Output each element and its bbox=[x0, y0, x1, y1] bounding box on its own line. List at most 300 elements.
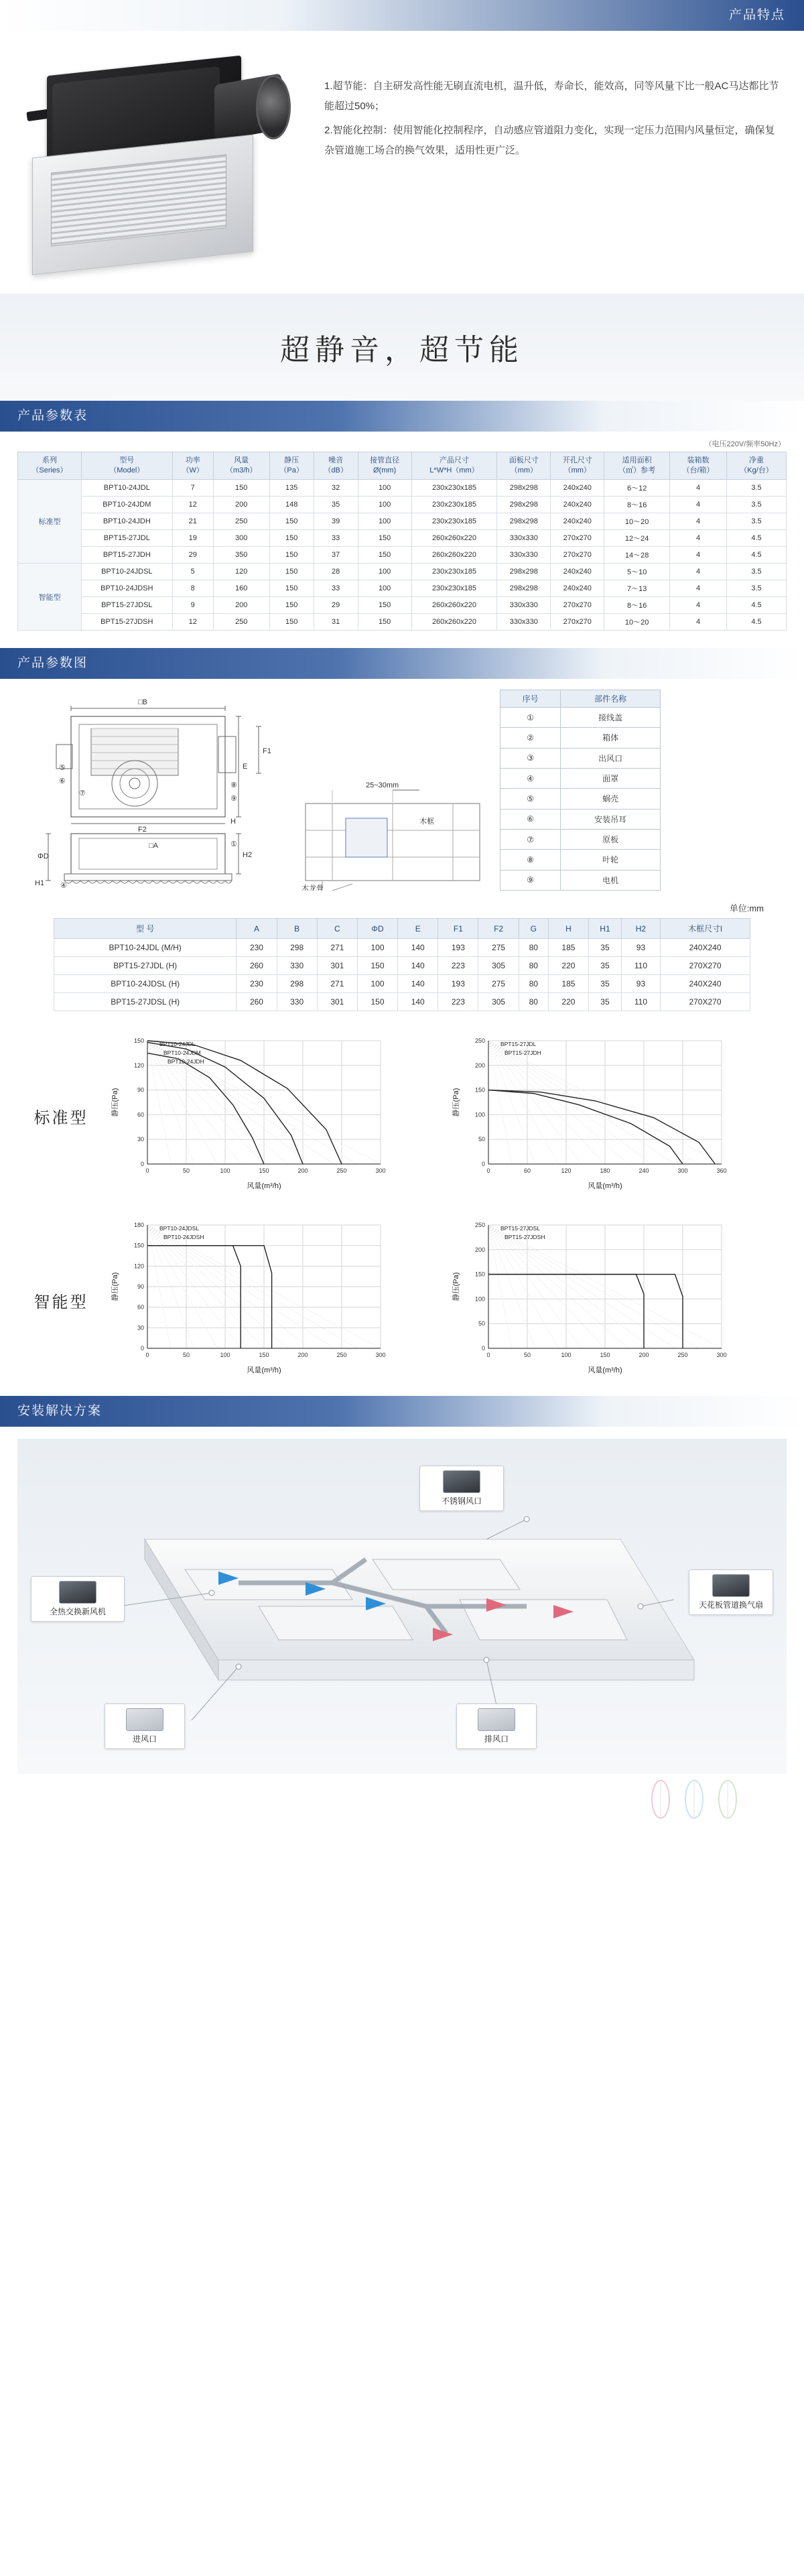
svg-text:50: 50 bbox=[478, 1136, 485, 1143]
spec-cell: 200 bbox=[213, 597, 269, 614]
table-row bbox=[18, 597, 787, 614]
dimension-cell: 35 bbox=[589, 993, 622, 1011]
svg-text:①: ① bbox=[230, 840, 237, 848]
parts-cell: 接线盖 bbox=[561, 708, 661, 728]
dimension-col-header: ΦD bbox=[357, 919, 397, 939]
parts-cell: 面罩 bbox=[561, 768, 661, 788]
svg-text:30: 30 bbox=[137, 1324, 144, 1332]
spec-col-header: 系列 （Series） bbox=[18, 452, 82, 480]
spec-series-cell: 标准型 bbox=[18, 480, 82, 564]
spec-cell: 150 bbox=[213, 480, 269, 497]
spec-cell: 19 bbox=[172, 530, 213, 547]
dimension-cell: 140 bbox=[398, 993, 438, 1011]
spec-cell: 3.5 bbox=[726, 480, 786, 497]
svg-text:250: 250 bbox=[474, 1222, 485, 1228]
svg-text:200: 200 bbox=[297, 1352, 308, 1358]
section-title-install: 安装解决方案 bbox=[17, 1404, 103, 1418]
section-header-spec-table bbox=[0, 401, 804, 432]
section-title-features: 产品特点 bbox=[728, 8, 785, 22]
dimension-cell: 185 bbox=[548, 939, 588, 957]
performance-curve-chart bbox=[109, 1216, 390, 1376]
spec-cell: BPT15-27JDSL bbox=[81, 597, 172, 614]
svg-text:100: 100 bbox=[474, 1111, 485, 1118]
spec-cell: 4.5 bbox=[726, 614, 786, 631]
svg-text:120: 120 bbox=[133, 1061, 144, 1069]
parts-cell: 出风口 bbox=[561, 748, 661, 768]
svg-text:0: 0 bbox=[486, 1167, 490, 1174]
callout-label: 进风口 bbox=[132, 1734, 157, 1744]
air-outlet-icon bbox=[478, 1708, 515, 1731]
spec-cell: 150 bbox=[269, 547, 314, 564]
list-item bbox=[500, 829, 661, 849]
svg-text:⑨: ⑨ bbox=[230, 795, 237, 803]
svg-text:⑧: ⑧ bbox=[230, 781, 237, 789]
list-item bbox=[500, 748, 661, 768]
svg-text:□A: □A bbox=[149, 842, 158, 850]
dimension-cell: 330 bbox=[277, 957, 317, 975]
spec-cell: 330x330 bbox=[497, 597, 551, 614]
spec-cell: 240x240 bbox=[551, 480, 604, 497]
spec-col-header: 面板尺寸 （mm） bbox=[497, 452, 551, 480]
dimension-cell: 275 bbox=[478, 939, 519, 957]
svg-text:0: 0 bbox=[145, 1167, 149, 1174]
svg-text:60: 60 bbox=[137, 1111, 144, 1118]
parts-cell: 安装吊耳 bbox=[561, 809, 661, 829]
list-item bbox=[500, 728, 661, 748]
unit-note: 单位:mm bbox=[729, 903, 764, 913]
parts-header-row bbox=[500, 690, 661, 708]
spec-cell: 3.5 bbox=[726, 497, 786, 513]
svg-text:100: 100 bbox=[220, 1352, 230, 1358]
spec-cell: 298x298 bbox=[497, 497, 551, 513]
dimension-model-cell: BPT10-24JDSL (H) bbox=[54, 975, 237, 993]
dimension-col-header: H bbox=[548, 919, 588, 939]
spec-cell: 330x330 bbox=[497, 547, 551, 564]
svg-text:150: 150 bbox=[474, 1086, 485, 1094]
svg-text:250: 250 bbox=[336, 1167, 347, 1174]
spec-cell: 270x270 bbox=[551, 614, 604, 631]
svg-text:240: 240 bbox=[639, 1167, 649, 1174]
spec-cell: BPT10-24JDH bbox=[81, 513, 172, 530]
spec-cell: 100 bbox=[358, 480, 411, 497]
svg-text:H1: H1 bbox=[35, 879, 45, 887]
spec-cell: 230x230x185 bbox=[411, 497, 497, 513]
spec-cell: 7 bbox=[172, 480, 213, 497]
dimension-cell: 35 bbox=[589, 939, 622, 957]
spec-cell: 31 bbox=[314, 614, 358, 631]
chart-0 bbox=[105, 1027, 446, 1205]
dimension-cell: 298 bbox=[277, 975, 317, 993]
dimension-cell: 220 bbox=[548, 993, 588, 1011]
parts-cell: ⑤ bbox=[500, 789, 561, 809]
list-item bbox=[500, 809, 661, 829]
spec-cell: 32 bbox=[314, 480, 358, 497]
svg-text:150: 150 bbox=[259, 1352, 269, 1358]
spec-cell: 270x270 bbox=[551, 597, 604, 614]
dimension-cell: 93 bbox=[621, 975, 660, 993]
dimension-cell: 260 bbox=[237, 957, 277, 975]
spec-cell: 4 bbox=[670, 614, 727, 631]
dimension-cell: 35 bbox=[589, 975, 622, 993]
chart-2 bbox=[105, 1212, 446, 1389]
table-row bbox=[18, 530, 787, 547]
callout-steel-vent bbox=[419, 1466, 504, 1511]
svg-text:250: 250 bbox=[336, 1352, 347, 1358]
spec-cell: 150 bbox=[269, 614, 314, 631]
section-header-spec-diagram bbox=[0, 648, 804, 679]
spec-col-header: 噪音 （dB） bbox=[314, 452, 358, 480]
svg-text:150: 150 bbox=[600, 1352, 610, 1358]
callout-label: 排风口 bbox=[484, 1734, 509, 1744]
spec-col-header: 接管直径 Ø(mm) bbox=[358, 452, 411, 480]
svg-text:木框: 木框 bbox=[419, 818, 434, 826]
table-row bbox=[54, 993, 750, 1011]
spec-cell: 270x270 bbox=[551, 547, 604, 564]
svg-text:静压(Pa): 静压(Pa) bbox=[452, 1272, 460, 1301]
spec-cell: 150 bbox=[269, 513, 314, 530]
dimension-cell: 140 bbox=[398, 939, 438, 957]
spec-cell: 298x298 bbox=[497, 513, 551, 530]
spec-cell: 4 bbox=[670, 513, 727, 530]
section-header-install bbox=[0, 1396, 804, 1427]
svg-text:50: 50 bbox=[478, 1320, 485, 1328]
svg-text:60: 60 bbox=[137, 1303, 144, 1311]
svg-text:静压(Pa): 静压(Pa) bbox=[111, 1272, 119, 1301]
svg-text:BPT10-24JDH: BPT10-24JDH bbox=[168, 1058, 204, 1065]
spec-cell: 4.5 bbox=[726, 530, 786, 547]
callout-air-outlet bbox=[456, 1703, 537, 1749]
section-title-spec-table: 产品参数表 bbox=[17, 409, 88, 423]
table-row bbox=[54, 975, 750, 993]
dimension-cell: 150 bbox=[357, 957, 397, 975]
chart-1 bbox=[446, 1027, 787, 1205]
dimension-cell: 150 bbox=[357, 993, 397, 1011]
svg-text:BPT10-24JDSH: BPT10-24JDSH bbox=[163, 1234, 204, 1240]
spec-cell: 230x230x185 bbox=[411, 513, 497, 530]
footer-decoration bbox=[0, 1774, 804, 1821]
dimension-header-row bbox=[54, 919, 750, 939]
spec-table bbox=[17, 452, 787, 631]
dimension-cell: 93 bbox=[621, 939, 660, 957]
spec-cell: 260x260x220 bbox=[411, 597, 497, 614]
spec-cell: 150 bbox=[269, 564, 314, 580]
spec-cell: 260x260x220 bbox=[411, 547, 497, 564]
dimension-cell: 185 bbox=[548, 975, 588, 993]
section-title-spec-diagram: 产品参数图 bbox=[17, 656, 88, 670]
dimension-cell: 223 bbox=[438, 957, 478, 975]
spec-cell: 4 bbox=[670, 547, 727, 564]
parts-col-header: 部件名称 bbox=[561, 690, 661, 708]
dimension-cell: 270X270 bbox=[660, 957, 750, 975]
table-row bbox=[18, 564, 787, 580]
dimension-cell: 230 bbox=[237, 975, 277, 993]
spec-cell: 100 bbox=[358, 497, 411, 513]
svg-text:300: 300 bbox=[375, 1352, 386, 1358]
spec-cell: 4.5 bbox=[726, 597, 786, 614]
spec-cell: 230x230x185 bbox=[411, 480, 497, 497]
dimension-col-header: F2 bbox=[478, 919, 519, 939]
spec-cell: 29 bbox=[314, 597, 358, 614]
dimension-table bbox=[54, 918, 750, 1011]
spec-cell: 4 bbox=[670, 580, 727, 597]
dimension-cell: 230 bbox=[237, 939, 277, 957]
dimension-cell: 305 bbox=[478, 957, 519, 975]
spec-cell: BPT15-27JDSH bbox=[81, 614, 172, 631]
svg-text:0: 0 bbox=[486, 1352, 490, 1358]
svg-text:BPT15-27JDL: BPT15-27JDL bbox=[500, 1041, 537, 1047]
table-row bbox=[18, 547, 787, 564]
svg-text:BPT10-24JDSL: BPT10-24JDSL bbox=[159, 1225, 200, 1232]
spec-cell: 330x330 bbox=[497, 530, 551, 547]
svg-text:0: 0 bbox=[481, 1345, 485, 1352]
table-row bbox=[18, 497, 787, 513]
spec-cell: 6～12 bbox=[604, 480, 670, 497]
table-row bbox=[18, 580, 787, 597]
svg-text:200: 200 bbox=[474, 1246, 485, 1253]
spec-cell: 9 bbox=[172, 597, 213, 614]
spec-cell: 150 bbox=[269, 597, 314, 614]
svg-text:风量(m³/h): 风量(m³/h) bbox=[588, 1366, 622, 1374]
spec-col-header: 适用面积 （㎡）参考 bbox=[604, 452, 670, 480]
svg-text:100: 100 bbox=[474, 1295, 485, 1303]
parts-cell: 蜗壳 bbox=[561, 789, 661, 809]
svg-text:F2: F2 bbox=[138, 826, 147, 834]
svg-text:0: 0 bbox=[140, 1161, 144, 1167]
dimension-cell: 301 bbox=[317, 957, 357, 975]
spec-cell: 150 bbox=[269, 530, 314, 547]
dimension-col-header: H2 bbox=[621, 919, 660, 939]
svg-text:250: 250 bbox=[677, 1352, 688, 1358]
svg-text:F1: F1 bbox=[263, 747, 271, 755]
spec-col-header: 净重 （Kg/台） bbox=[726, 452, 786, 480]
spec-col-header: 装箱数 （台/箱） bbox=[670, 452, 727, 480]
dimension-col-header: B bbox=[277, 919, 317, 939]
dimension-cell: 275 bbox=[478, 975, 519, 993]
spec-cell: 240x240 bbox=[551, 497, 604, 513]
svg-text:□B: □B bbox=[138, 698, 147, 706]
parts-cell: ⑥ bbox=[500, 809, 561, 829]
svg-text:360: 360 bbox=[716, 1167, 727, 1174]
parts-cell: ④ bbox=[500, 768, 561, 788]
parts-cell: ⑧ bbox=[500, 850, 561, 870]
callout-hrv-unit bbox=[31, 1576, 125, 1622]
curve-label-standard: 标准型 bbox=[34, 1109, 88, 1127]
spec-cell: 350 bbox=[213, 547, 269, 564]
svg-text:150: 150 bbox=[133, 1242, 144, 1249]
svg-text:90: 90 bbox=[137, 1283, 144, 1290]
spec-cell: 250 bbox=[213, 614, 269, 631]
svg-text:150: 150 bbox=[259, 1167, 269, 1174]
spec-cell: 33 bbox=[314, 530, 358, 547]
dimension-cell: 301 bbox=[317, 993, 357, 1011]
svg-text:静压(Pa): 静压(Pa) bbox=[452, 1088, 460, 1117]
table-row bbox=[18, 480, 787, 497]
dimension-cell: 80 bbox=[519, 975, 548, 993]
dimension-cell: 193 bbox=[438, 939, 478, 957]
feature-item-2: 2.智能化控制：使用智能化控制程序，自动感应管道阻力变化，实现一定压力范围内风量恒定，确保复杂管道施工场合的换气效果，适用性更广泛。 bbox=[324, 125, 775, 156]
dimension-col-header: A bbox=[237, 919, 277, 939]
svg-text:200: 200 bbox=[474, 1061, 485, 1069]
svg-text:50: 50 bbox=[182, 1352, 190, 1358]
dimension-model-cell: BPT15-27JDSL (H) bbox=[54, 993, 237, 1011]
dimension-col-header: F1 bbox=[438, 919, 478, 939]
dimension-col-header: C bbox=[317, 919, 357, 939]
spec-cell: 21 bbox=[172, 513, 213, 530]
dimension-cell: 240X240 bbox=[660, 975, 750, 993]
spec-cell: 160 bbox=[213, 580, 269, 597]
svg-text:H: H bbox=[230, 818, 236, 826]
svg-text:⑦: ⑦ bbox=[79, 789, 86, 797]
svg-text:60: 60 bbox=[523, 1167, 531, 1174]
spec-cell: 8～16 bbox=[604, 497, 670, 513]
list-item bbox=[500, 708, 661, 728]
drawing-svg bbox=[17, 690, 486, 891]
spec-col-header: 型号 （Model） bbox=[81, 452, 172, 480]
install-scene bbox=[17, 1439, 787, 1774]
spec-cell: 100 bbox=[358, 513, 411, 530]
callout-label: 全热交换新风机 bbox=[49, 1607, 106, 1616]
spec-cell: 4 bbox=[670, 597, 727, 614]
svg-text:E: E bbox=[243, 763, 248, 771]
feature-text-block bbox=[324, 46, 784, 165]
table-row bbox=[54, 939, 750, 957]
spec-header-row bbox=[18, 452, 787, 480]
svg-text:⑤: ⑤ bbox=[59, 764, 66, 772]
dimension-cell: 110 bbox=[621, 957, 660, 975]
spec-cell: 135 bbox=[269, 480, 314, 497]
parts-cell: ⑦ bbox=[500, 829, 561, 849]
svg-text:180: 180 bbox=[600, 1167, 610, 1174]
dimension-col-header: E bbox=[398, 919, 438, 939]
svg-text:ΦD: ΦD bbox=[38, 852, 49, 860]
svg-text:180: 180 bbox=[133, 1222, 144, 1228]
ceiling-fan-icon bbox=[712, 1574, 750, 1597]
svg-text:木龙骨: 木龙骨 bbox=[302, 885, 324, 891]
svg-text:30: 30 bbox=[137, 1136, 144, 1143]
parts-cell: 叶轮 bbox=[561, 850, 661, 870]
dimension-cell: 100 bbox=[357, 939, 397, 957]
technical-drawing bbox=[17, 690, 486, 891]
spec-cell: 3.5 bbox=[726, 580, 786, 597]
diagram-row bbox=[0, 679, 804, 897]
parts-col-header: 序号 bbox=[500, 690, 561, 708]
svg-text:50: 50 bbox=[182, 1167, 190, 1174]
parts-cell: 箱体 bbox=[561, 728, 661, 748]
spec-cell: 5 bbox=[172, 564, 213, 580]
dimension-cell: 330 bbox=[277, 993, 317, 1011]
dimension-cell: 80 bbox=[519, 939, 548, 957]
voltage-note: （电压220V/频率50Hz） bbox=[704, 440, 785, 448]
spec-cell: 4.5 bbox=[726, 547, 786, 564]
spec-cell: 150 bbox=[358, 530, 411, 547]
spec-cell: 4 bbox=[670, 530, 727, 547]
spec-cell: 10～20 bbox=[604, 513, 670, 530]
svg-text:风量(m³/h): 风量(m³/h) bbox=[247, 1366, 281, 1374]
dimension-col-header: H1 bbox=[589, 919, 622, 939]
dimension-model-cell: BPT15-27JDL (H) bbox=[54, 957, 237, 975]
svg-text:静压(Pa): 静压(Pa) bbox=[111, 1088, 119, 1117]
svg-text:⑥: ⑥ bbox=[59, 777, 66, 785]
spec-cell: 260x260x220 bbox=[411, 530, 497, 547]
list-item bbox=[500, 850, 661, 870]
dimension-cell: 270X270 bbox=[660, 993, 750, 1011]
svg-text:0: 0 bbox=[145, 1352, 149, 1358]
dimension-cell: 260 bbox=[237, 993, 277, 1011]
spec-cell: 250 bbox=[213, 513, 269, 530]
curve-label-smart: 智能型 bbox=[34, 1293, 88, 1311]
spec-series-cell: 智能型 bbox=[18, 564, 82, 631]
spec-cell: 7～13 bbox=[604, 580, 670, 597]
spec-cell: 330x330 bbox=[497, 614, 551, 631]
spec-cell: 12 bbox=[172, 497, 213, 513]
dimension-cell: 80 bbox=[519, 957, 548, 975]
spec-cell: 150 bbox=[269, 580, 314, 597]
spec-cell: BPT10-24JDSH bbox=[81, 580, 172, 597]
svg-text:300: 300 bbox=[716, 1352, 727, 1358]
dimension-cell: 35 bbox=[589, 957, 622, 975]
spec-cell: 33 bbox=[314, 580, 358, 597]
callout-label: 不锈钢风口 bbox=[441, 1496, 482, 1506]
svg-text:25~30mm: 25~30mm bbox=[366, 781, 399, 789]
spec-cell: 120 bbox=[213, 564, 269, 580]
callout-ceiling-fan bbox=[689, 1569, 773, 1615]
spec-cell: 260x260x220 bbox=[411, 614, 497, 631]
duct-flange bbox=[256, 75, 291, 139]
spec-cell: 8～16 bbox=[604, 597, 670, 614]
spec-cell: 12 bbox=[172, 614, 213, 631]
svg-text:100: 100 bbox=[220, 1167, 230, 1174]
parts-cell: ⑨ bbox=[500, 870, 561, 890]
svg-text:200: 200 bbox=[639, 1352, 649, 1358]
svg-text:BPT10-24JDL: BPT10-24JDL bbox=[159, 1041, 196, 1047]
spec-cell: 298x298 bbox=[497, 564, 551, 580]
table-row bbox=[18, 614, 787, 631]
svg-text:300: 300 bbox=[677, 1167, 688, 1174]
svg-text:风量(m³/h): 风量(m³/h) bbox=[247, 1182, 281, 1190]
list-item bbox=[500, 768, 661, 788]
spec-cell: 150 bbox=[358, 614, 411, 631]
spec-cell: 298x298 bbox=[497, 480, 551, 497]
curve-row-standard bbox=[0, 1027, 804, 1212]
install-section bbox=[0, 1427, 804, 1774]
spec-col-header: 风量 （m3/h） bbox=[213, 452, 269, 480]
svg-text:120: 120 bbox=[561, 1167, 572, 1174]
spec-cell: BPT15-27JDL bbox=[81, 530, 172, 547]
spec-col-header: 静压 （Pa） bbox=[269, 452, 314, 480]
spec-cell: 29 bbox=[172, 547, 213, 564]
slogan-text: 超静音，超节能 bbox=[280, 333, 524, 367]
spec-cell: 300 bbox=[213, 530, 269, 547]
svg-text:BPT10-24JDM: BPT10-24JDM bbox=[163, 1049, 201, 1056]
steel-vent-icon bbox=[443, 1470, 480, 1493]
svg-text:50: 50 bbox=[523, 1352, 531, 1358]
svg-text:100: 100 bbox=[561, 1352, 572, 1358]
dimension-cell: 240X240 bbox=[660, 939, 750, 957]
spec-col-header: 开孔尺寸 （mm） bbox=[551, 452, 604, 480]
spec-cell: 14～28 bbox=[604, 547, 670, 564]
hero-section bbox=[0, 31, 804, 294]
spec-cell: 150 bbox=[358, 597, 411, 614]
callout-air-inlet bbox=[105, 1703, 185, 1749]
dimension-cell: 223 bbox=[438, 993, 478, 1011]
dimension-cell: 193 bbox=[438, 975, 478, 993]
svg-text:BPT15-27JDSH: BPT15-27JDSH bbox=[505, 1234, 545, 1240]
product-photo bbox=[20, 46, 308, 287]
spec-cell: 10～20 bbox=[604, 614, 670, 631]
spec-cell: 4 bbox=[670, 564, 727, 580]
parts-legend-table bbox=[500, 690, 661, 891]
svg-text:BPT15-27JDSL: BPT15-27JDSL bbox=[500, 1225, 541, 1232]
